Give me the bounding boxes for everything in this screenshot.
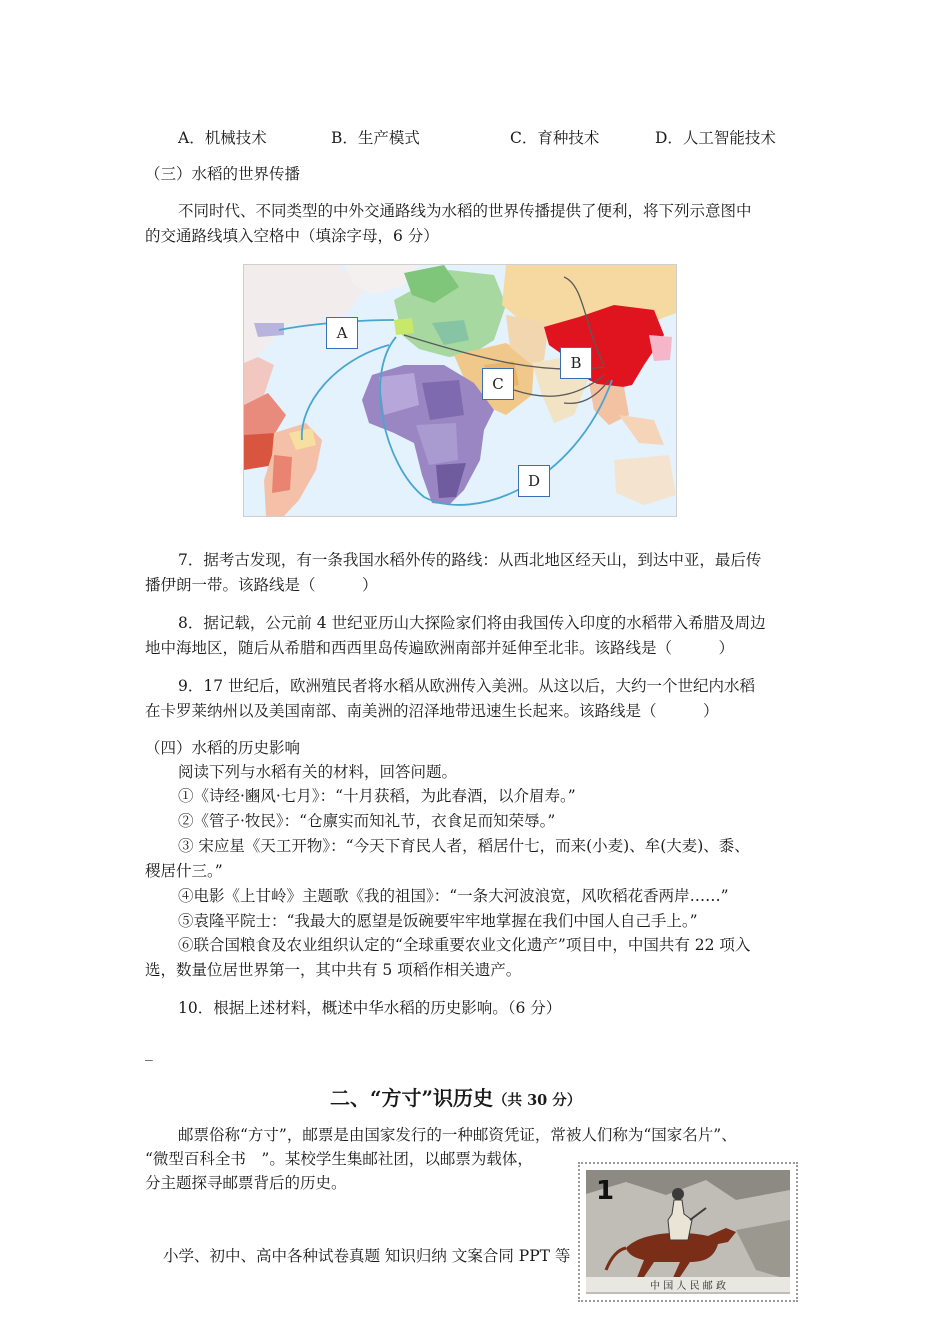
stamp-image [578,1162,798,1302]
section3-heading: （三）水稻的世界传播 [145,165,301,183]
part2-line2: “微型百科全书 ”。某校学生集邮社团，以邮票为载体， [145,1150,533,1168]
route-label-d: D [518,465,550,497]
material-3-line1: ③ 宋应星《天工开物》：“今天下育民人者，稻居什七，而来(小麦)、牟(大麦)、黍、 [178,837,750,855]
stamp-country: 中 国 人 民 邮 政 [586,1277,790,1292]
horse-rider-illustration [586,1170,790,1294]
q9-line1: 9．17 世纪后，欧洲殖民者将水稻从欧洲传入美洲。从这以后，大约一个世纪内水稻 [178,677,756,695]
rice-route-map [243,264,677,517]
material-1: ①《诗经·豳风·七月》：“十月获稻，为此春酒，以介眉寿。” [178,787,576,805]
route-label-a: A [326,317,358,349]
part2-score: （共 30 分） [493,1092,582,1109]
q8-line2: 地中海地区，随后从希腊和西西里岛传遍欧洲南部并延伸至北非。该路线是（ ） [145,639,735,657]
material-3-line2: 稷居什三。” [145,862,223,880]
section4-heading: （四）水稻的历史影响 [145,739,301,757]
answer-blank: _ [145,1043,153,1061]
q7-line1: 7．据考古发现，有一条我国水稻外传的路线：从西北地区经天山，到达中亚，最后传 [178,551,762,569]
option-c: C．育种技术 [510,129,600,147]
q9-line2: 在卡罗莱纳州以及美国南部、南美洲的沼泽地带迅速生长起来。该路线是（ ） [145,702,719,720]
part2-line1: 邮票俗称“方寸”，邮票是由国家发行的一种邮资凭证，常被人们称为“国家名片”、 [178,1126,737,1144]
material-5: ⑤袁隆平院士：“我最大的愿望是饭碗要牢牢地掌握在我们中国人自己手上。” [178,912,698,930]
part2-line3: 分主题探寻邮票背后的历史。 [145,1174,347,1192]
material-6-line2: 选，数量位居世界第一，其中共有 5 项稻作相关遗产。 [145,961,522,979]
material-6-line1: ⑥联合国粮食及农业组织认定的“全球重要农业文化遗产”项目中，中国共有 22 项入 [178,936,751,954]
section4-intro: 阅读下列与水稻有关的材料，回答问题。 [178,763,458,781]
q7-line2: 播伊朗一带。该路线是（ ） [145,576,378,594]
option-a: A．机械技术 [178,129,267,147]
world-map-graphic [244,265,676,516]
footer-text: 小学、初中、高中各种试卷真题 知识归纳 文案合同 PPT 等 [163,1247,571,1265]
q10: 10．根据上述材料，概述中华水稻的历史影响。（6 分） [178,999,562,1017]
stamp-value: 1 [596,1176,615,1206]
option-b: B．生产模式 [331,129,420,147]
stamp-artwork [586,1170,790,1294]
q8-line1: 8．据记载，公元前 4 世纪亚历山大探险家们将由我国传入印度的水稻带入希腊及周边 [178,614,766,632]
section3-intro-line1: 不同时代、不同类型的中外交通路线为水稻的世界传播提供了便利，将下列示意图中 [178,202,752,220]
part2-title [330,1082,581,1111]
route-label-b: B [560,347,592,379]
section3-intro-line2: 的交通路线填入空格中（填涂字母，6 分） [145,227,439,245]
option-d: D．人工智能技术 [655,129,776,147]
route-label-c: C [482,368,514,400]
material-4: ④电影《上甘岭》主题歌《我的祖国》：“一条大河波浪宽，风吹稻花香两岸……” [178,887,729,905]
part2-title-text: 二、“方寸”识历史 [330,1086,494,1110]
material-2: ②《管子·牧民》：“仓廪实而知礼节，衣食足而知荣辱。” [178,812,556,830]
